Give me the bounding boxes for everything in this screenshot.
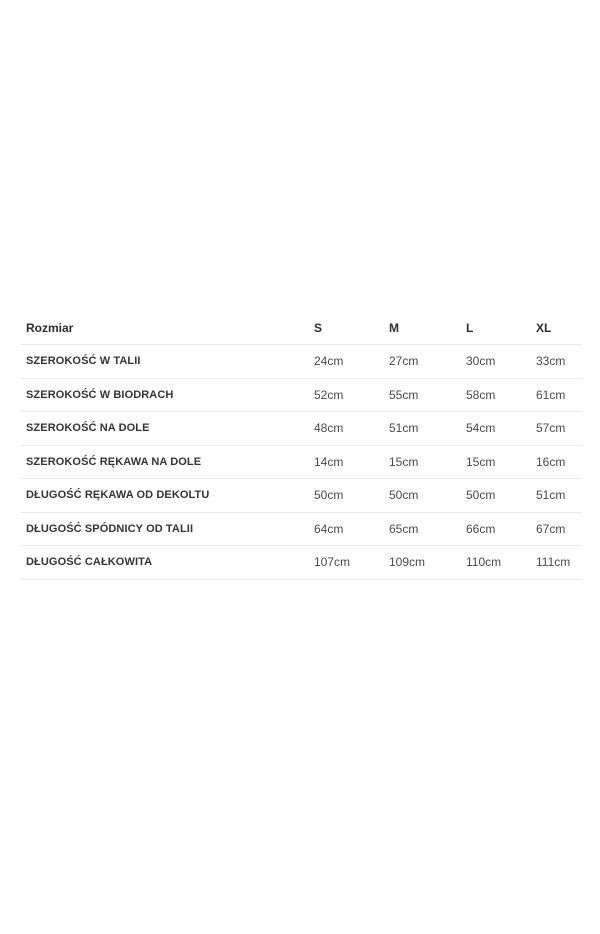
cell-value: 58cm <box>466 387 496 402</box>
table-row <box>20 445 582 479</box>
cell-value: 61cm <box>536 387 566 402</box>
cell-value: 14cm <box>314 454 344 469</box>
cell-value: 67cm <box>536 521 566 536</box>
cell-value: 24cm <box>314 354 344 369</box>
row-label: DŁUGOŚĆ RĘKAWA OD DEKOLTU <box>26 489 210 502</box>
table-row <box>20 546 582 580</box>
cell-value: 110cm <box>466 555 502 570</box>
table-row <box>20 412 582 446</box>
cell-value: 66cm <box>466 521 496 536</box>
row-label: SZEROKOŚĆ W BIODRACH <box>26 388 174 401</box>
row-label: DŁUGOŚĆ SPÓDNICY OD TALII <box>26 522 194 535</box>
cell-value: 57cm <box>536 421 566 436</box>
cell-value: 30cm <box>466 354 496 369</box>
cell-value: 50cm <box>389 488 419 503</box>
size-header-row <box>20 311 582 345</box>
cell-value: 15cm <box>389 454 419 469</box>
cell-value: 50cm <box>466 488 496 503</box>
cell-value: 109cm <box>389 555 426 570</box>
size-chart-table <box>20 311 582 580</box>
size-header-s: S <box>314 320 323 335</box>
size-header-l: L <box>466 320 474 335</box>
table-row <box>20 479 582 513</box>
size-header-label: Rozmiar <box>26 320 74 335</box>
row-label: DŁUGOŚĆ CAŁKOWITA <box>26 556 153 569</box>
cell-value: 51cm <box>536 488 566 503</box>
cell-value: 55cm <box>389 387 419 402</box>
cell-value: 50cm <box>314 488 344 503</box>
cell-value: 16cm <box>536 454 566 469</box>
cell-value: 111cm <box>536 555 571 570</box>
row-label: SZEROKOŚĆ W TALII <box>26 355 141 368</box>
cell-value: 107cm <box>314 555 351 570</box>
cell-value: 54cm <box>466 421 496 436</box>
row-label: SZEROKOŚĆ RĘKAWA NA DOLE <box>26 455 202 468</box>
cell-value: 52cm <box>314 387 344 402</box>
table-row <box>20 512 582 546</box>
size-header-xl: XL <box>536 320 552 335</box>
cell-value: 65cm <box>389 521 419 536</box>
size-header-m: M <box>389 320 399 335</box>
cell-value: 33cm <box>536 354 566 369</box>
cell-value: 15cm <box>466 454 496 469</box>
row-label: SZEROKOŚĆ NA DOLE <box>26 422 150 435</box>
table-row <box>20 378 582 412</box>
cell-value: 64cm <box>314 521 344 536</box>
cell-value: 51cm <box>389 421 419 436</box>
cell-value: 48cm <box>314 421 344 436</box>
cell-value: 27cm <box>389 354 419 369</box>
table-row <box>20 345 582 379</box>
